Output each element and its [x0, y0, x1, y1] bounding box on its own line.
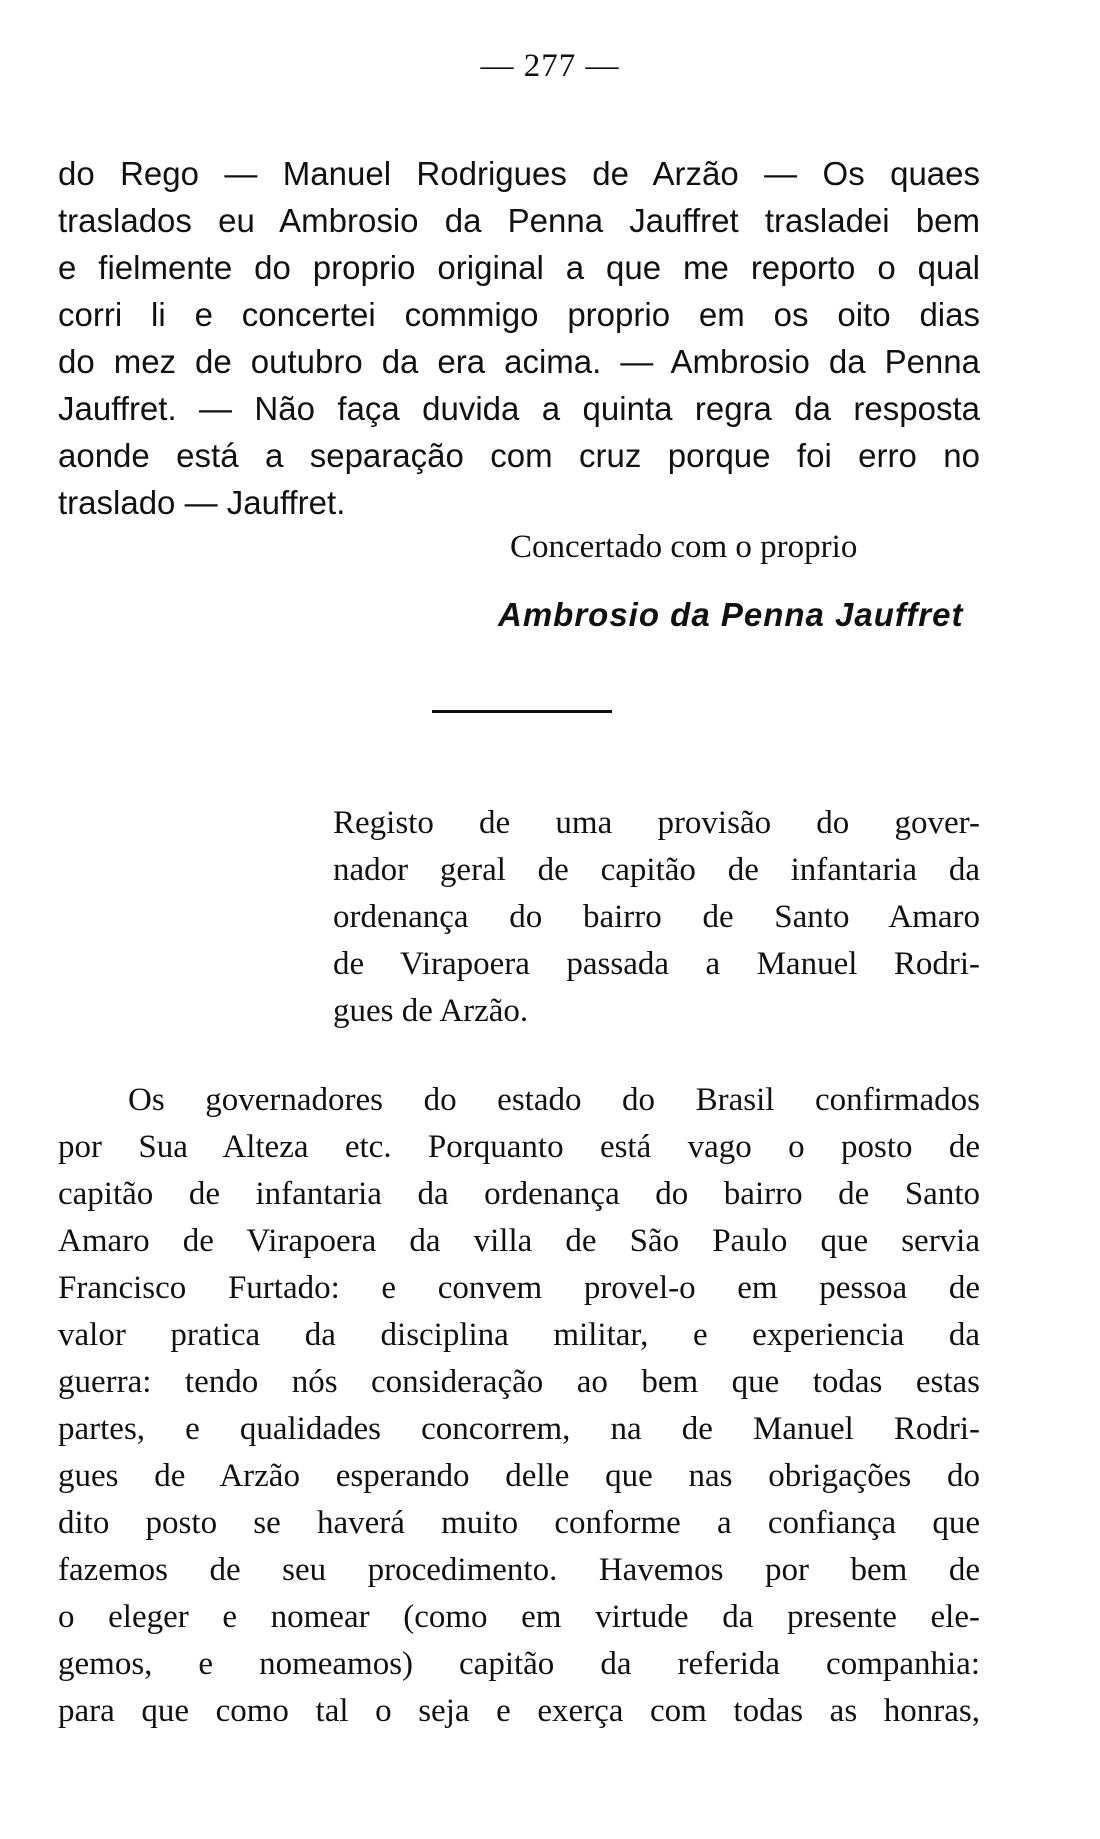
- text-line: Jauffret. — Não faça duvida a quinta regra da resposta: [58, 390, 980, 427]
- text-line: o eleger e nomear (como em virtude da presente ele-: [58, 1599, 980, 1635]
- text-line: Os governadores do estado do Brasil confirmados: [128, 1082, 980, 1118]
- text-line: fazemos de seu procedimento. Havemos por bem de: [58, 1552, 980, 1588]
- text-line: do mez de outubro da era acima. — Ambrosio da Penna: [58, 343, 980, 380]
- text-line: para que como tal o seja e exerça com todas as honras,: [58, 1693, 980, 1729]
- heading-line: de Virapoera passada a Manuel Rodri-: [333, 946, 980, 982]
- section-divider: [432, 710, 612, 713]
- text-line: Amaro de Virapoera da villa de São Paulo que servia: [58, 1223, 980, 1259]
- text-line: valor pratica da disciplina militar, e experiencia da: [58, 1317, 980, 1353]
- text-line: gemos, e nomeamos) capitão da referida companhia:: [58, 1646, 980, 1682]
- heading-line: ordenança do bairro de Santo Amaro: [333, 899, 980, 935]
- heading-line: gues de Arzão.: [333, 993, 529, 1029]
- text-line: aonde está a separação com cruz porque foi erro no: [58, 437, 980, 474]
- text-line: por Sua Alteza etc. Porquanto está vago o posto de: [58, 1129, 980, 1165]
- text-line: corri li e concertei commigo proprio em os oito dias: [58, 296, 980, 333]
- heading-line: nador geral de capitão de infantaria da: [333, 852, 980, 888]
- text-line: gues de Arzão esperando delle que nas obrigações do: [58, 1458, 980, 1494]
- body-paragraph: [58, 1077, 980, 1735]
- certification-line: Concertado com o proprio: [510, 529, 858, 565]
- heading-line: Registo de uma provisão do gover-: [333, 805, 980, 841]
- text-line: e fielmente do proprio original a que me reporto o qual: [58, 249, 980, 286]
- text-line: guerra: tendo nós consideração ao bem que todas estas: [58, 1364, 980, 1400]
- text-line: Francisco Furtado: e convem provel-o em pessoa de: [58, 1270, 980, 1306]
- text-line: partes, e qualidades concorrem, na de Manuel Rodri-: [58, 1411, 980, 1447]
- top-paragraph: [58, 150, 980, 526]
- text-line: dito posto se haverá muito conforme a confiança que: [58, 1505, 980, 1541]
- signature: Ambrosio da Penna Jauffret: [498, 596, 964, 633]
- text-line: capitão de infantaria da ordenança do bairro de Santo: [58, 1176, 980, 1212]
- page-number: — 277 —: [480, 48, 620, 84]
- text-line: traslados eu Ambrosio da Penna Jauffret trasladei bem: [58, 202, 980, 239]
- text-line: traslado — Jauffret.: [58, 484, 346, 521]
- text-line: do Rego — Manuel Rodrigues de Arzão — Os quaes: [58, 155, 980, 192]
- section-heading: [333, 800, 980, 1035]
